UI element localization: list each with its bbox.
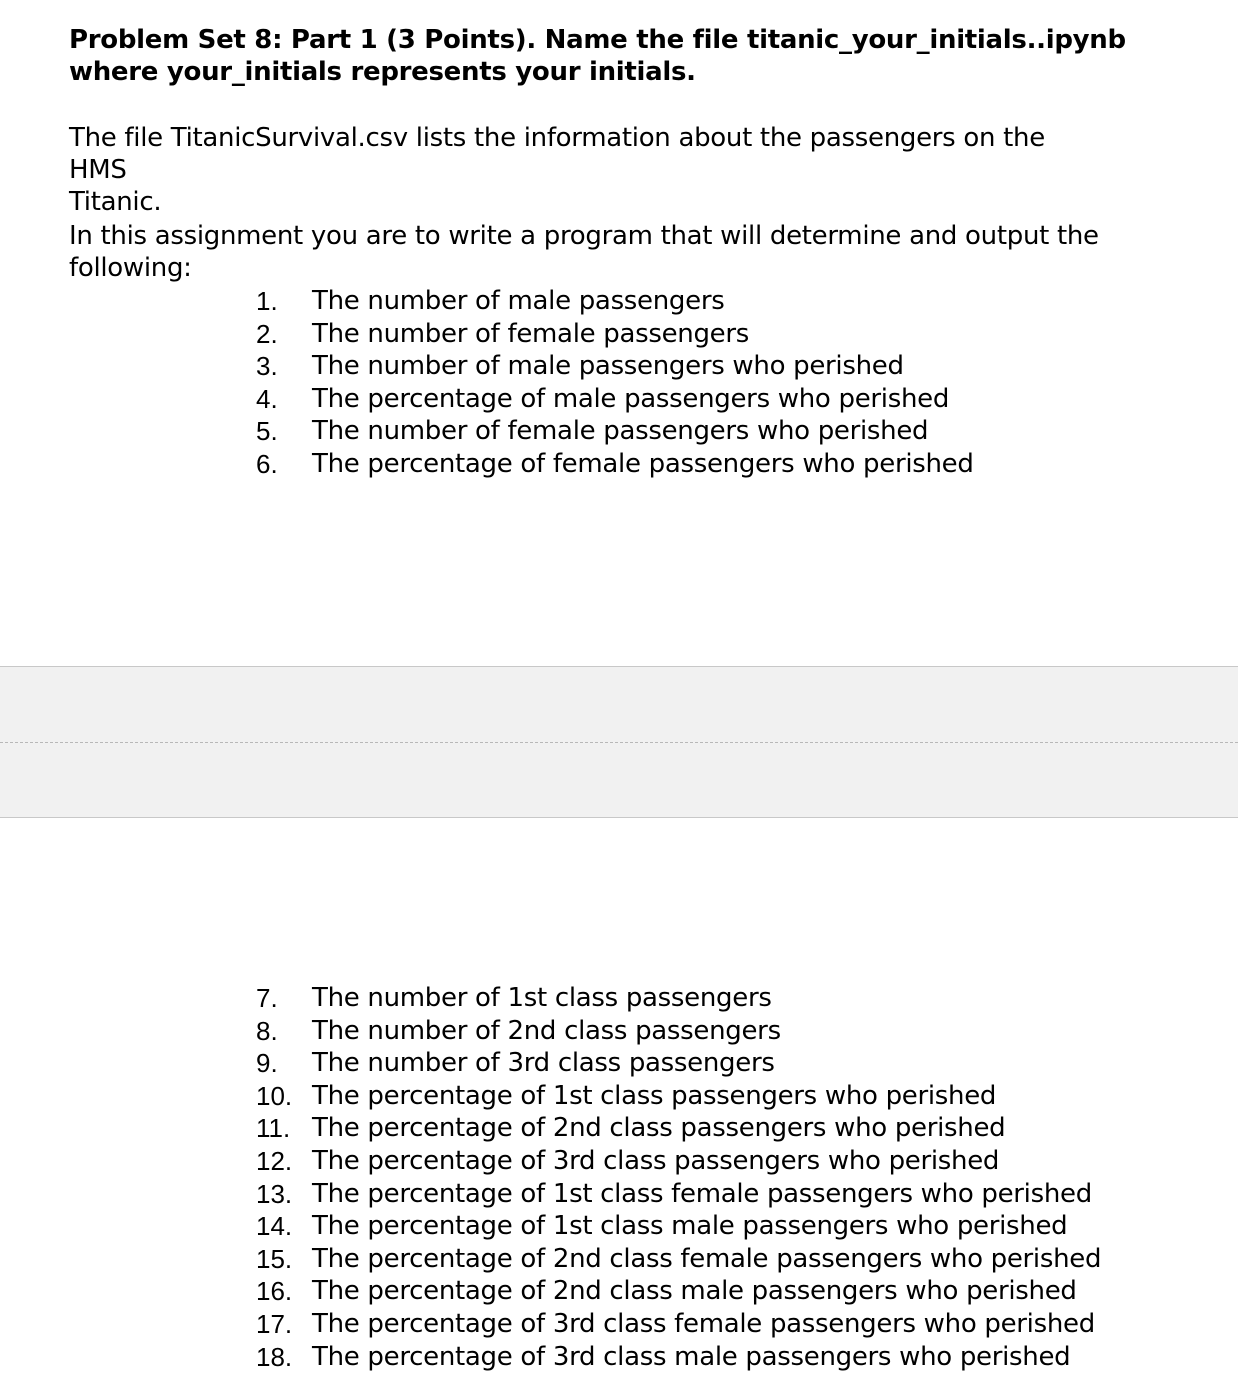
list-item-number: 3. — [256, 351, 278, 382]
list-item — [256, 1243, 1101, 1276]
list-item — [256, 1015, 1101, 1048]
list-item-text: The number of male passengers — [312, 286, 725, 316]
list-item — [256, 448, 974, 481]
list-item-text: The percentage of 1st class passengers who perished — [312, 1080, 997, 1111]
task-line-2: following: — [69, 253, 192, 283]
list-item — [256, 1080, 1101, 1113]
list-item-number: 8. — [256, 1015, 278, 1046]
title-line-2: where your_initials represents your initials. — [69, 57, 696, 87]
list-item-text: The percentage of 1st class female passengers who perished — [312, 1178, 1092, 1209]
list-item-number: 10. — [256, 1080, 293, 1111]
list-item-text: The percentage of female passengers who perished — [312, 448, 974, 479]
intro-line-2: Titanic. — [69, 187, 162, 217]
list-item-text: The number of male passengers who perished — [312, 351, 904, 382]
list-item — [256, 1210, 1101, 1243]
list-item-number: 7. — [256, 983, 278, 1013]
list-item — [256, 1047, 1101, 1080]
list-item — [256, 285, 974, 318]
list-item-number: 2. — [256, 318, 278, 349]
list-item-text: The number of female passengers who perished — [312, 416, 929, 447]
list-item — [256, 318, 974, 351]
intro-line-1: The file TitanicSurvival.csv lists the information about the passengers on the HMS — [69, 123, 1045, 185]
title-line-1: Problem Set 8: Part 1 (3 Points). Name the file titanic_your_initials..ipynb — [69, 25, 1126, 55]
page-break-band — [0, 666, 1238, 818]
list-item-text: The percentage of 3rd class male passengers who perished — [312, 1341, 1071, 1372]
list-item — [256, 383, 974, 416]
list-item — [256, 350, 974, 383]
list-item-text: The number of 1st class passengers — [312, 983, 772, 1013]
intro-paragraph — [69, 122, 1109, 218]
list-item — [256, 1341, 1101, 1374]
list-item-number: 12. — [256, 1145, 293, 1176]
task-line-1: In this assignment you are to write a program that will determine and output the — [69, 221, 1099, 251]
list-item-number: 1. — [256, 286, 278, 316]
list-item-text: The percentage of 2nd class passengers who perished — [312, 1113, 1006, 1144]
list-item-text: The percentage of 2nd class male passengers who perished — [312, 1276, 1077, 1307]
list-item-number: 15. — [256, 1243, 293, 1274]
list-item-number: 6. — [256, 448, 278, 479]
list-item-text: The percentage of male passengers who perished — [312, 383, 950, 414]
list-item-number: 18. — [256, 1341, 293, 1372]
requirements-list-part-2 — [256, 982, 1101, 1373]
list-item-number: 14. — [256, 1211, 293, 1242]
list-item-text: The number of 3rd class passengers — [312, 1048, 775, 1079]
list-item — [256, 1275, 1101, 1308]
list-item-number: 13. — [256, 1178, 293, 1209]
list-item — [256, 1145, 1101, 1178]
list-item — [256, 415, 974, 448]
list-item-text: The number of 2nd class passengers — [312, 1015, 781, 1046]
page-break-divider — [0, 742, 1238, 743]
list-item — [256, 982, 1101, 1015]
list-item-text: The percentage of 1st class male passengers who perished — [312, 1211, 1068, 1242]
list-item — [256, 1112, 1101, 1145]
list-item-text: The percentage of 3rd class passengers who perished — [312, 1145, 1000, 1176]
requirements-list-part-1 — [256, 285, 974, 481]
list-item-number: 5. — [256, 416, 278, 447]
list-item — [256, 1178, 1101, 1211]
list-item — [256, 1308, 1101, 1341]
list-item-number: 4. — [256, 383, 278, 414]
list-item-number: 17. — [256, 1308, 293, 1339]
list-item-text: The percentage of 3rd class female passengers who perished — [312, 1308, 1095, 1339]
list-item-number: 11. — [256, 1113, 291, 1144]
list-item-text: The percentage of 2nd class female passengers who perished — [312, 1243, 1102, 1274]
task-paragraph — [69, 220, 1109, 284]
problem-title — [69, 24, 1209, 88]
list-item-text: The number of female passengers — [312, 318, 750, 349]
list-item-number: 9. — [256, 1048, 278, 1079]
list-item-number: 16. — [256, 1276, 293, 1307]
